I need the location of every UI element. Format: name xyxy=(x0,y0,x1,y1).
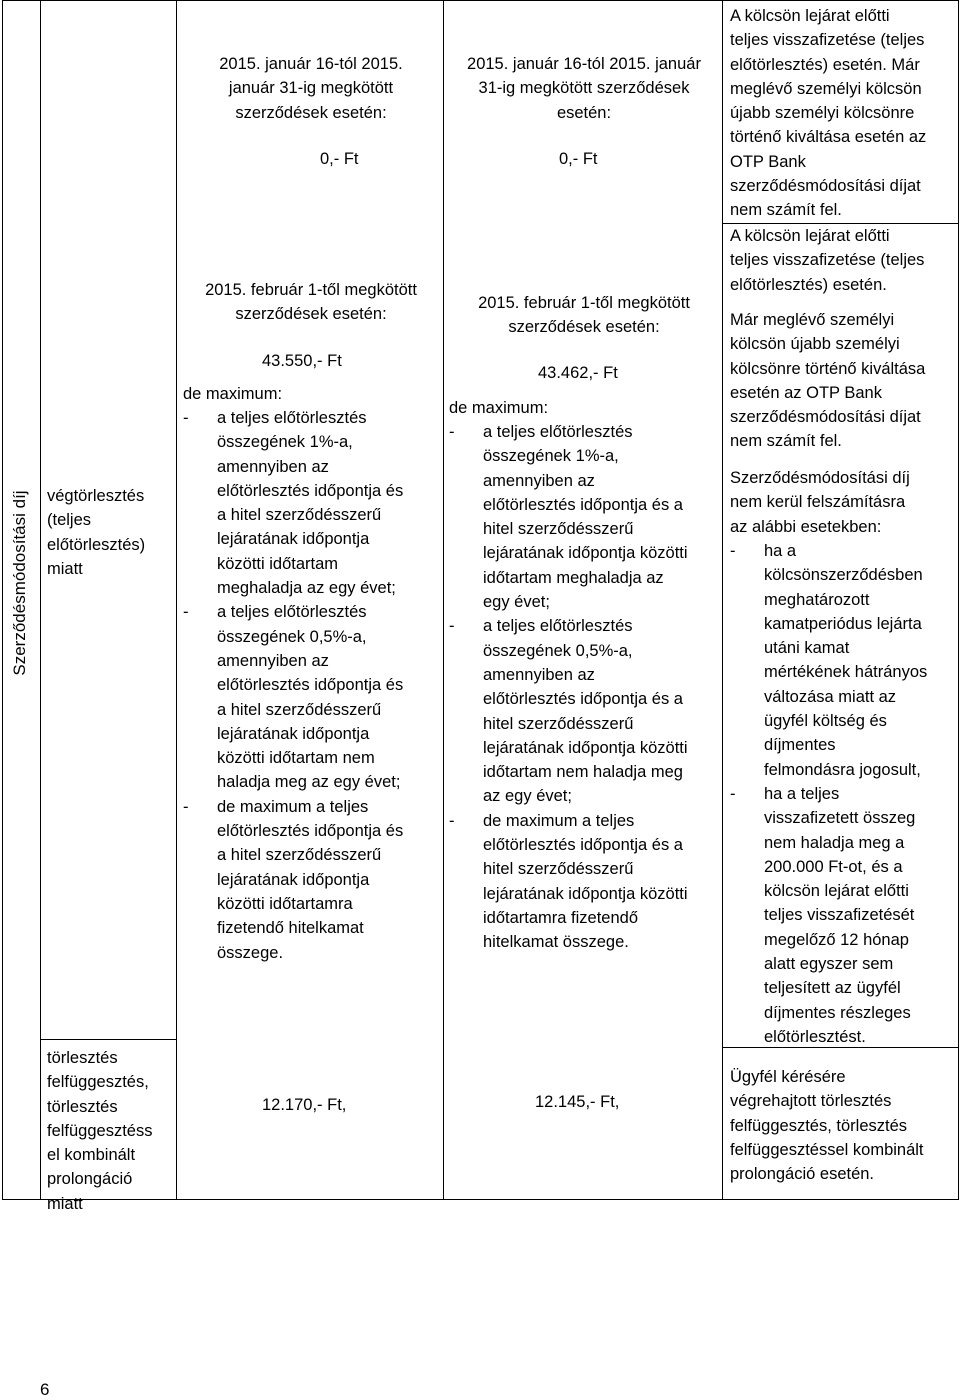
text-line: de maximum a teljes xyxy=(217,797,369,816)
list-item xyxy=(449,809,688,955)
col-b-max-label: de maximum: xyxy=(449,399,549,417)
dash-bullet: - xyxy=(449,811,455,830)
text-line: egy évet; xyxy=(483,593,550,612)
text-line: felfüggesztéssel kombinált xyxy=(730,1140,924,1159)
text-line: január 31-ig megkötött xyxy=(228,79,394,98)
col-b-period1 xyxy=(444,52,724,125)
text-line: előtörlesztést. xyxy=(764,1027,866,1046)
text-line: összegének 1%-a, xyxy=(483,447,619,466)
col-b-suspension-fee: 12.145,- Ft, xyxy=(535,1093,620,1111)
col-c-block1 xyxy=(730,4,926,223)
text-line: alatt egyszer sem xyxy=(764,955,894,974)
text-line: amennyiben az xyxy=(217,457,329,476)
text-line: szerződésmódosítási díjat xyxy=(730,177,921,196)
text-line: 2015. január 16-tól 2015. január xyxy=(467,55,701,73)
text-line: a teljes előtörlesztés xyxy=(483,423,633,441)
text-line: ügyfél költség és xyxy=(764,712,887,731)
text-line: haladja meg az egy évet; xyxy=(217,773,401,792)
text-line: OTP Bank xyxy=(730,152,806,171)
list-item xyxy=(730,782,927,1049)
text-line: de maximum a teljes xyxy=(483,811,635,830)
text-line: kamatperiódus lejárta xyxy=(764,614,922,633)
text-line: előtörlesztés időpontja és xyxy=(217,481,404,500)
text-line: időtartamra fizetendő xyxy=(483,908,639,927)
text-line: összegének 0,5%-a, xyxy=(483,641,633,660)
text-line: amennyiben az xyxy=(483,665,595,684)
text-line: lejáratának időpontja közötti xyxy=(483,738,688,757)
dash-bullet: - xyxy=(449,423,455,441)
text-line: Szerződésmódosítási díj xyxy=(730,469,910,487)
text-line: esetén az OTP Bank xyxy=(730,383,882,402)
text-line: 2015. január 16-tól 2015. xyxy=(219,55,403,73)
text-line: teljes visszafizetése (teljes xyxy=(730,31,925,50)
text-line: előtörlesztés) esetén. xyxy=(730,275,887,294)
label-line: el kombinált xyxy=(47,1146,136,1165)
row-label-prepayment xyxy=(47,484,145,581)
col-a-fee1: 0,- Ft xyxy=(320,150,359,168)
text-line: meglévő személyi kölcsön xyxy=(730,79,922,98)
table-border-left xyxy=(2,0,3,1200)
list-item xyxy=(449,614,688,808)
text-line: változása miatt az xyxy=(764,687,897,706)
text-line: nem számít fel. xyxy=(730,432,842,451)
text-line: fizetendő hitelkamat xyxy=(217,919,364,938)
text-line: prolongáció esetén. xyxy=(730,1165,875,1184)
column-divider xyxy=(443,0,444,1200)
dash-bullet: - xyxy=(183,603,189,622)
text-line: teljes visszafizetése (teljes xyxy=(730,251,925,270)
col-c-block2 xyxy=(730,224,924,297)
text-line: szerződésmódosítási díjat xyxy=(730,408,921,427)
text-line: A kölcsön lejárat előtti xyxy=(730,7,890,25)
text-line: mértékének hátrányos xyxy=(764,663,928,682)
page-number: 6 xyxy=(40,1380,50,1399)
text-line: előtörlesztés) esetén. Már xyxy=(730,55,920,74)
col-a-fee2: 43.550,- Ft xyxy=(262,352,342,370)
text-line: hitel szerződésszerű xyxy=(483,714,634,733)
column-divider xyxy=(40,0,41,1200)
col-a-suspension-fee: 12.170,- Ft, xyxy=(262,1096,347,1114)
text-line: közötti időtartam xyxy=(217,554,339,573)
dash-bullet: - xyxy=(730,784,736,803)
text-line: meghaladja az egy évet; xyxy=(217,579,396,598)
text-line: esetén: xyxy=(556,103,612,122)
dash-bullet: - xyxy=(449,617,455,636)
text-line: előtörlesztés időpontja és a xyxy=(483,495,683,514)
dash-bullet: - xyxy=(183,409,189,427)
col-b-fee2: 43.462,- Ft xyxy=(538,364,618,382)
text-line: a teljes előtörlesztés xyxy=(217,603,367,622)
text-line: lejáratának időpontja xyxy=(217,724,370,743)
col-a-period1 xyxy=(178,52,444,125)
text-line: összegének 1%-a, xyxy=(217,433,353,452)
text-line: A kölcsön lejárat előtti xyxy=(730,227,890,245)
row-header: Szerződésmódosítási díj xyxy=(10,490,29,676)
col-a-max-label: de maximum: xyxy=(183,385,283,403)
text-line: előtörlesztés időpontja és xyxy=(217,676,404,695)
text-line: szerződések esetén: xyxy=(235,103,387,122)
text-line: előtörlesztés időpontja és a xyxy=(483,836,683,855)
text-line: közötti időtartamra xyxy=(217,894,353,913)
text-line: a hitel szerződésszerű xyxy=(217,506,382,525)
text-line: hitel szerződésszerű xyxy=(483,520,634,539)
list-item xyxy=(183,795,403,965)
table-border-top xyxy=(2,0,959,1)
text-line: amennyiben az xyxy=(217,651,329,670)
text-line: meghatározott xyxy=(764,590,870,609)
text-line: kölcsönszerződésben xyxy=(764,566,923,585)
text-line: időtartam nem haladja meg xyxy=(483,763,683,782)
table-border-right xyxy=(958,0,959,1200)
text-line: a teljes előtörlesztés xyxy=(217,409,367,427)
text-line: amennyiben az xyxy=(483,471,595,490)
text-line: felmondásra jogosult, xyxy=(764,760,921,779)
label-line: végtörlesztés xyxy=(47,487,145,505)
text-line: előtörlesztés időpontja és xyxy=(217,822,404,841)
text-line: Ügyfél kérésére xyxy=(730,1068,846,1086)
col-b-fee1: 0,- Ft xyxy=(559,150,598,168)
column-divider xyxy=(176,0,177,1200)
text-line: végrehajtott törlesztés xyxy=(730,1092,892,1111)
text-line: az egy évet; xyxy=(483,787,572,806)
column-divider xyxy=(722,0,723,1200)
col-c-suspension-note xyxy=(730,1065,924,1186)
text-line: összege. xyxy=(217,943,284,962)
text-line: szerződések esetén: xyxy=(508,318,660,337)
text-line: a hitel szerződésszerű xyxy=(217,700,382,719)
list-item xyxy=(183,406,403,600)
col-c-block4-intro xyxy=(730,466,910,539)
col-c-block3 xyxy=(730,308,925,454)
text-line: a teljes előtörlesztés xyxy=(483,617,633,636)
text-line: ha a teljes xyxy=(764,784,840,803)
list-item xyxy=(183,600,403,794)
label-line: miatt xyxy=(47,1194,83,1213)
text-line: időtartam meghaladja az xyxy=(483,568,664,587)
text-line: a hitel szerződésszerű xyxy=(217,846,382,865)
text-line: hitel szerződésszerű xyxy=(483,860,634,879)
label-line: prolongáció xyxy=(47,1170,133,1189)
text-line: díjmentes részleges xyxy=(764,1003,911,1022)
dash-bullet: - xyxy=(183,797,189,816)
col-b-max-list xyxy=(449,420,688,955)
text-line: felfüggesztés, törlesztés xyxy=(730,1116,908,1135)
text-line: teljes visszafizetését xyxy=(764,906,915,925)
text-line: díjmentes xyxy=(764,736,836,755)
label-line: felfüggesztés, xyxy=(47,1073,149,1092)
text-line: lejáratának időpontja xyxy=(217,530,370,549)
text-line: hitelkamat összege. xyxy=(483,933,629,952)
row-label-suspension xyxy=(47,1046,152,1216)
col-a-period2 xyxy=(178,278,444,327)
label-line: törlesztés xyxy=(47,1049,118,1067)
label-line: törlesztés xyxy=(47,1097,118,1116)
text-line: az alábbi esetekben: xyxy=(730,517,882,536)
text-line: visszafizetett összeg xyxy=(764,809,916,828)
text-line: újabb személyi kölcsönre xyxy=(730,104,915,123)
label-line: miatt xyxy=(47,559,83,578)
list-item xyxy=(449,420,688,614)
text-line: lejáratának időpontja közötti xyxy=(483,884,688,903)
text-line: teljesített az ügyfél xyxy=(764,979,901,998)
text-line: kölcsönre történő kiváltása xyxy=(730,359,926,378)
text-line: 2015. február 1-től megkötött xyxy=(478,294,690,312)
text-line: nem számít fel. xyxy=(730,201,842,220)
text-line: 2015. február 1-től megkötött xyxy=(205,281,417,299)
text-line: kölcsön lejárat előtti xyxy=(764,882,909,901)
col-a-max-list xyxy=(183,406,403,965)
dash-bullet: - xyxy=(730,542,736,560)
text-line: 200.000 Ft-ot, és a xyxy=(764,857,903,876)
text-line: nem kerül felszámításra xyxy=(730,493,906,512)
text-line: Már meglévő személyi xyxy=(730,311,895,329)
col-c-exception-list xyxy=(730,539,927,1049)
text-line: lejáratának időpontja xyxy=(217,870,370,889)
text-line: utáni kamat xyxy=(764,639,850,658)
text-line: ha a xyxy=(764,542,797,560)
col-b-period2 xyxy=(444,291,724,340)
row-divider xyxy=(40,1039,177,1040)
text-line: nem haladja meg a xyxy=(764,833,905,852)
text-line: közötti időtartam nem xyxy=(217,749,375,768)
text-line: 31-ig megkötött szerződések xyxy=(478,79,690,98)
text-line: kölcsön újabb személyi xyxy=(730,335,900,354)
label-line: előtörlesztés) xyxy=(47,535,146,554)
text-line: szerződések esetén: xyxy=(235,305,387,324)
text-line: összegének 0,5%-a, xyxy=(217,627,367,646)
text-line: előtörlesztés időpontja és a xyxy=(483,690,683,709)
text-line: megelőző 12 hónap xyxy=(764,930,909,949)
list-item xyxy=(730,539,927,782)
label-line: (teljes xyxy=(47,511,92,530)
label-line: felfüggesztéss xyxy=(47,1121,153,1140)
text-line: történő kiváltása esetén az xyxy=(730,128,927,147)
text-line: lejáratának időpontja közötti xyxy=(483,544,688,563)
